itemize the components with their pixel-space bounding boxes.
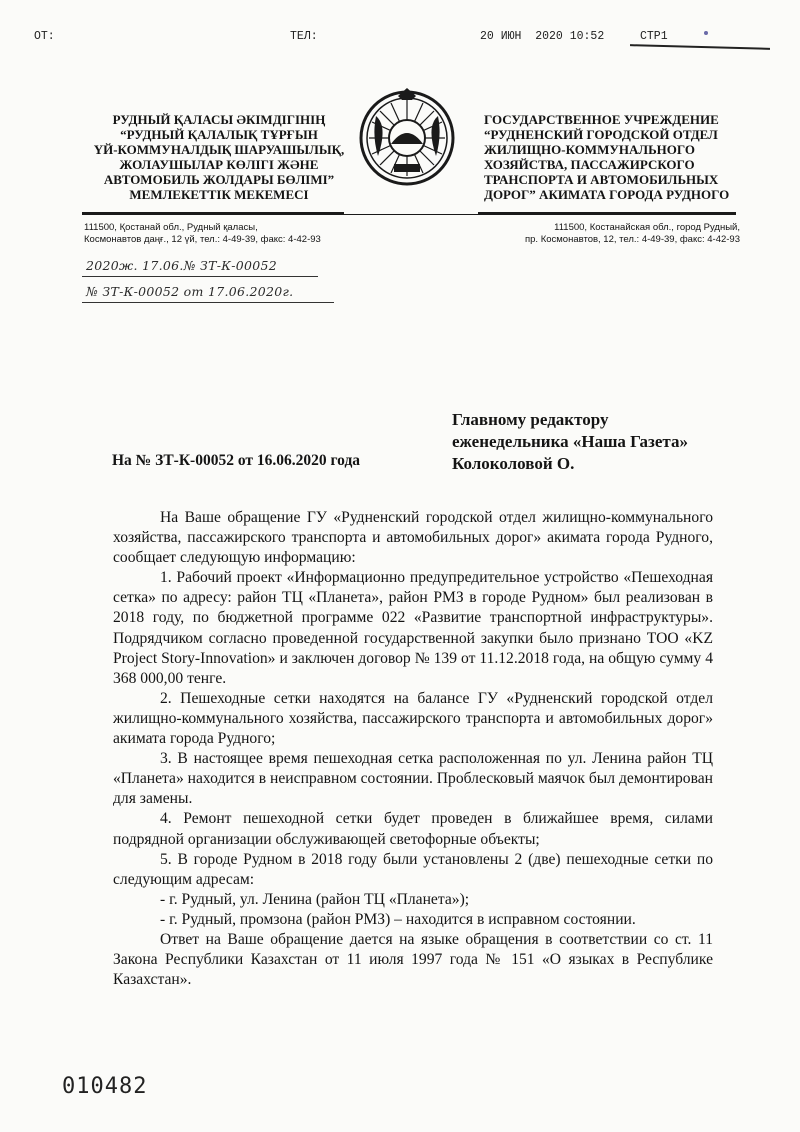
handwritten-underline — [82, 302, 334, 303]
org-ru-line: ГОСУДАРСТВЕННОЕ УЧРЕЖДЕНИЕ — [484, 112, 719, 127]
fax-datetime: 20 ИЮН 2020 10:52 — [480, 30, 605, 43]
fax-dot — [704, 31, 708, 35]
address-ru-line: пр. Космонавтов, 12, тел.: 4-49-39, факс: 4-42-93 — [525, 234, 740, 245]
body-paragraph: - г. Рудный, промзона (район РМЗ) – находится в исправном состоянии. — [160, 910, 636, 928]
address-kz — [84, 222, 364, 246]
org-kz-line: РУДНЫЙ ҚАЛАСЫ ӘКІМДІГІНІҢ — [112, 112, 326, 127]
body-paragraph: 4. Ремонт пешеходной сетки будет проведен в ближайшее время, силами подрядной организации обслуживающей светофорные объекты; — [113, 810, 713, 848]
recipient-line: еженедельника «Наша Газета» — [452, 432, 688, 451]
handwritten-registration-1: 2020ж. 17.06.№ ЗТ-К-00052 — [86, 258, 278, 273]
address-kz-line: Космонавтов даңғ., 12 үй, тел.: 4-49-39, факс: 4-42-93 — [84, 234, 321, 245]
body-paragraph: 1. Рабочий проект «Информационно предупредительное устройство «Пешеходная сетка» по адресу: район ТЦ «Планета», район РМЗ в городе Рудном» был реализован в 2018 году, по бюджетной программе 022 «Развитие транспортной инфраструктуры». Подрядчиком согласно проведенной государственной закупки было признано ТОО «KZ Project Story-Innovation» и заключен договор № 139 от 11.12.2018 года, на общую сумму 4 368 000,00 тенге. — [113, 569, 713, 687]
org-kz-line: МЕМЛЕКЕТТІК МЕКЕМЕСІ — [129, 187, 309, 202]
org-ru-line: ТРАНСПОРТА И АВТОМОБИЛЬНЫХ — [484, 172, 719, 187]
body-paragraph: 5. В городе Рудном в 2018 году были установлены 2 (две) пешеходные сетки по следующим адресам: — [113, 850, 713, 888]
recipient-line: Главному редактору — [452, 410, 609, 429]
org-ru-line: ДОРОГ” АКИМАТА ГОРОДА РУДНОГО — [484, 187, 730, 202]
letterhead-divider — [82, 212, 344, 215]
body-paragraph: 3. В настоящее время пешеходная сетка расположенная по ул. Ленина район ТЦ «Планета» находится в неисправном состоянии. Проблесковый маячок был демонтирован для замены. — [113, 750, 713, 808]
letter-body — [113, 508, 713, 990]
letterhead-divider — [344, 214, 478, 215]
org-ru-line: “РУДНЕНСКИЙ ГОРОДСКОЙ ОТДЕЛ — [484, 127, 718, 142]
org-kz-line: ҮЙ-КОММУНАЛДЫҚ ШАРУАШЫЛЫҚ, — [93, 142, 345, 157]
org-kz-line: АВТОМОБИЛЬ ЖОЛДАРЫ БӨЛІМІ” — [103, 172, 335, 187]
org-kz-line: “РУДНЫЙ ҚАЛАЛЫҚ ТҰРҒЫН — [120, 127, 318, 142]
document-serial-number: 010482 — [62, 1074, 148, 1099]
org-ru-line: ЖИЛИЩНО-КОММУНАЛЬНОГО — [484, 142, 695, 157]
address-kz-line: 111500, Қостанай обл., Рудный қаласы, — [84, 222, 258, 233]
recipient-block — [452, 409, 688, 475]
fax-page: СТР1 — [640, 30, 668, 43]
handwritten-registration-2: № ЗТ-К-00052 от 17.06.2020г. — [86, 284, 294, 299]
address-ru — [478, 222, 740, 246]
body-paragraph: 2. Пешеходные сетки находятся на балансе ГУ «Рудненский городской отдел жилищно-коммунального хозяйства, пассажирского транспорта и автомобильных дорог» акимата города Рудного; — [113, 689, 713, 748]
state-emblem-icon — [358, 86, 456, 190]
letterhead-divider — [478, 212, 736, 215]
body-paragraph: На Ваше обращение ГУ «Рудненский городской отдел жилищно-коммунального хозяйства, пассажирского транспорта и автомобильных дорог» акимата города Рудного, сообщает следующую информацию: — [113, 509, 713, 567]
reference-line: На № ЗТ-К-00052 от 16.06.2020 года — [112, 452, 361, 469]
body-paragraph: - г. Рудный, ул. Ленина (район ТЦ «Планета»); — [160, 890, 470, 908]
body-paragraph: Ответ на Ваше обращение дается на языке обращения в соответствии со ст. 11 Закона Республики Казахстан от 11 июля 1997 года № 151 «О языках в Республике Казахстан». — [113, 930, 713, 989]
handwritten-underline — [82, 276, 318, 277]
fax-from-label: ОТ: — [34, 30, 55, 43]
org-ru-line: ХОЗЯЙСТВА, ПАССАЖИРСКОГО — [484, 157, 695, 172]
fax-tel-label: ТЕЛ: — [290, 30, 318, 43]
recipient-line: Колоколовой О. — [452, 454, 575, 473]
address-ru-line: 111500, Костанайская обл., город Рудный, — [554, 222, 740, 233]
org-name-kz — [84, 112, 354, 202]
org-kz-line: ЖОЛАУШЫЛАР КӨЛІГІ ЖӘНЕ — [119, 157, 319, 172]
org-name-ru — [484, 112, 739, 202]
